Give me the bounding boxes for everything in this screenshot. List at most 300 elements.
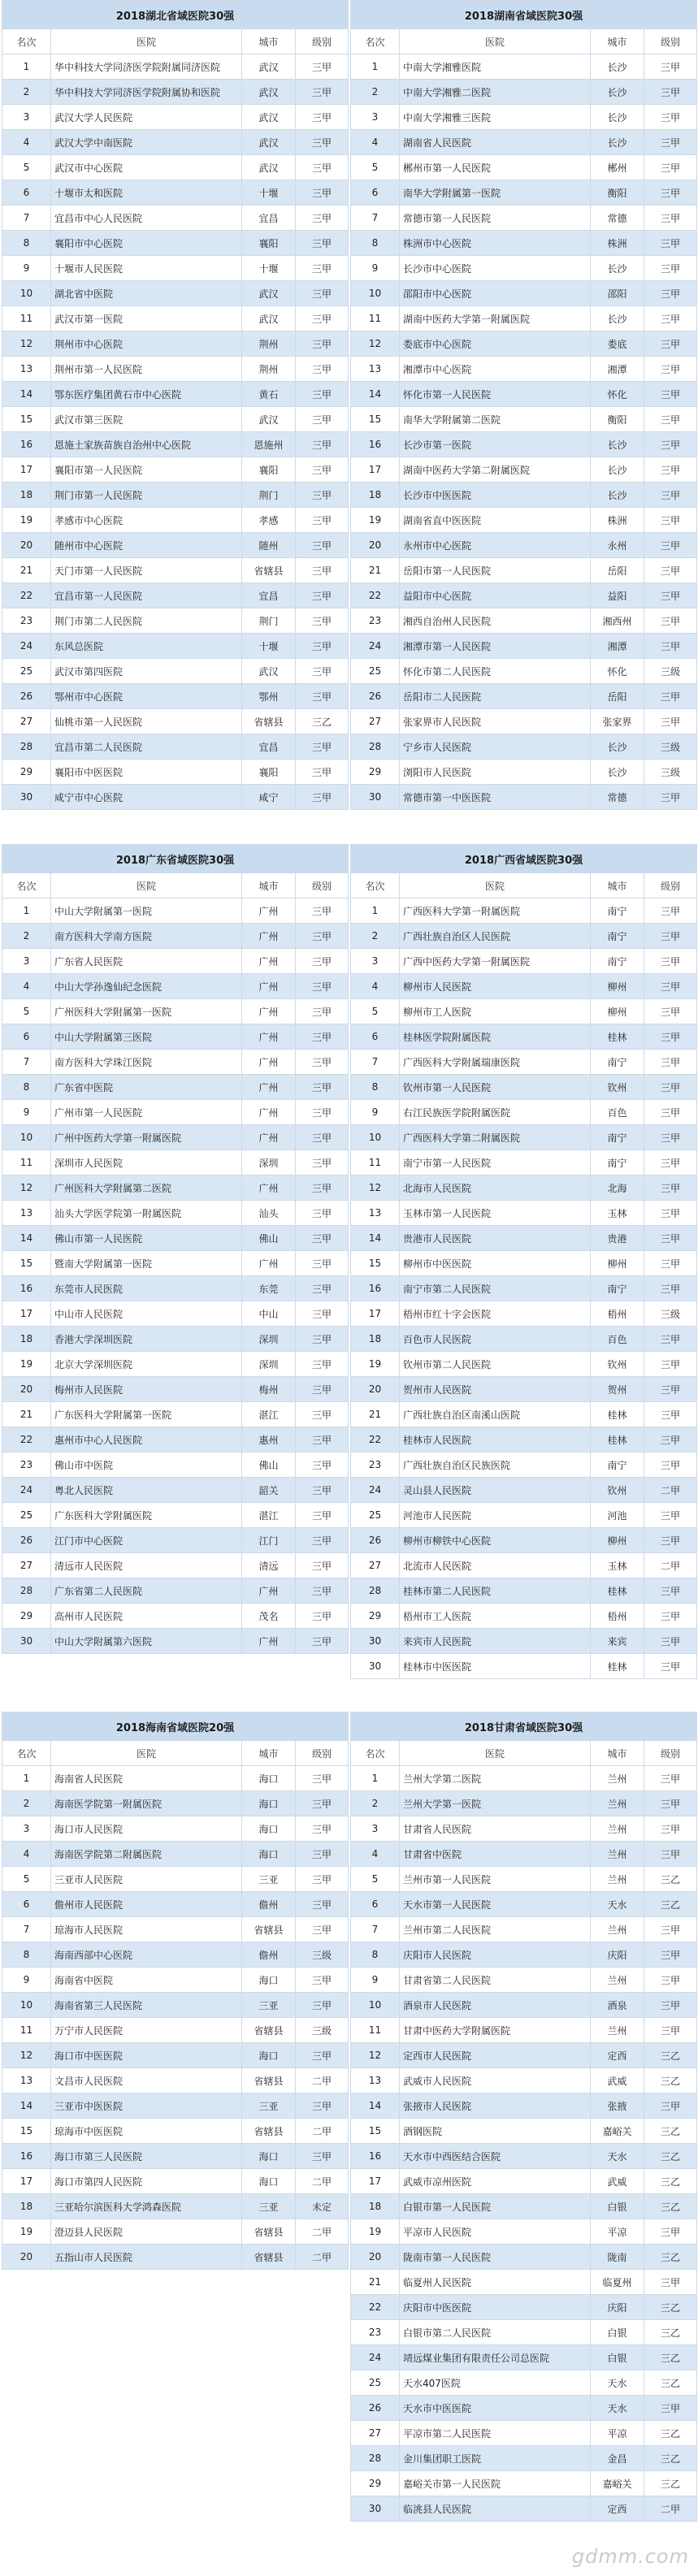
city-cell: 随州	[242, 533, 296, 558]
header-hospital: 医院	[400, 873, 591, 898]
rank-cell: 25	[351, 1503, 400, 1528]
hospital-name: 柳州市人民医院	[400, 974, 591, 999]
level-cell: 三级	[296, 1942, 349, 1968]
rank-cell: 18	[351, 1327, 400, 1352]
hospital-name: 株洲市中心医院	[400, 231, 591, 256]
table-row	[351, 2119, 697, 2144]
rank-cell: 30	[351, 2496, 400, 2522]
level-cell: 三甲	[644, 2018, 697, 2043]
table-row	[2, 2144, 349, 2169]
rank-cell: 4	[2, 974, 51, 999]
hospital-name: 灵山县人民医院	[400, 1478, 591, 1503]
rank-cell: 28	[351, 1578, 400, 1604]
city-cell: 长沙	[591, 432, 644, 457]
hospital-name: 湖北省中医院	[51, 281, 242, 306]
rank-cell: 11	[2, 306, 51, 331]
rank-cell: 22	[2, 583, 51, 608]
rank-cell: 19	[351, 2219, 400, 2245]
rank-cell: 7	[351, 1050, 400, 1075]
table-row	[351, 2068, 697, 2093]
table-row	[351, 1301, 697, 1327]
hospital-name: 海口市第四人民医院	[51, 2169, 242, 2194]
hospital-name: 湖南省直中医医院	[400, 508, 591, 533]
rank-cell: 13	[2, 1201, 51, 1226]
rank-cell: 27	[2, 1553, 51, 1578]
table-row	[2, 1075, 349, 1100]
table-row	[351, 734, 697, 760]
level-cell: 三甲	[644, 1251, 697, 1276]
rank-cell: 17	[351, 1301, 400, 1327]
city-cell: 鄂州	[242, 684, 296, 709]
table-row	[351, 2093, 697, 2119]
hospital-name: 湖南中医药大学第一附属医院	[400, 306, 591, 331]
city-cell: 广州	[242, 1100, 296, 1125]
city-cell: 嘉峪关	[591, 2119, 644, 2144]
rank-cell: 26	[351, 2396, 400, 2421]
hospital-name: 钦州市第二人民医院	[400, 1352, 591, 1377]
hospital-name: 娄底市中心医院	[400, 331, 591, 357]
rank-cell: 11	[2, 1150, 51, 1175]
city-cell: 荆门	[242, 608, 296, 634]
level-cell: 三乙	[644, 2043, 697, 2068]
table-row	[2, 533, 349, 558]
level-cell: 三甲	[296, 331, 349, 357]
hospital-name: 广东医科大学附属医院	[51, 1503, 242, 1528]
rank-cell: 4	[351, 974, 400, 999]
rank-cell: 14	[2, 2093, 51, 2119]
table-row	[2, 2043, 349, 2068]
rank-cell: 16	[351, 2144, 400, 2169]
level-cell: 三甲	[644, 1402, 697, 1427]
rank-cell: 24	[2, 634, 51, 659]
rank-cell: 2	[351, 1791, 400, 1816]
level-cell: 三甲	[296, 2043, 349, 2068]
city-cell: 南宁	[591, 898, 644, 924]
city-cell: 武汉	[242, 80, 296, 105]
rank-cell: 1	[351, 54, 400, 80]
table-row	[2, 1942, 349, 1968]
table-row	[351, 130, 697, 155]
header-rank: 名次	[351, 29, 400, 54]
city-cell: 广州	[242, 898, 296, 924]
hospital-name: 嘉峪关市第一人民医院	[400, 2471, 591, 2496]
city-cell: 十堰	[242, 180, 296, 206]
hospital-name: 广西中医药大学第一附属医院	[400, 949, 591, 974]
level-cell: 三甲	[296, 1766, 349, 1791]
table-row	[351, 2270, 697, 2295]
table-row	[351, 483, 697, 508]
table-row	[351, 2370, 697, 2396]
rank-cell: 23	[351, 2320, 400, 2345]
rank-cell: 9	[2, 1100, 51, 1125]
level-cell: 三甲	[644, 432, 697, 457]
table-row	[2, 659, 349, 684]
level-cell: 三乙	[644, 2295, 697, 2320]
table-row	[351, 1942, 697, 1968]
level-cell: 三甲	[296, 1553, 349, 1578]
table-row	[2, 231, 349, 256]
rank-cell: 21	[2, 1402, 51, 1427]
hospital-name: 文昌市人民医院	[51, 2068, 242, 2093]
table-row	[2, 634, 349, 659]
rank-cell: 22	[351, 1427, 400, 1453]
city-cell: 兰州	[591, 1917, 644, 1942]
level-cell: 三甲	[644, 231, 697, 256]
rank-cell: 29	[351, 2471, 400, 2496]
table-row	[2, 583, 349, 608]
city-cell: 广州	[242, 974, 296, 999]
hospital-name: 佛山市中医院	[51, 1453, 242, 1478]
hospital-name: 襄阳市中医医院	[51, 760, 242, 785]
rank-cell: 15	[2, 1251, 51, 1276]
level-cell: 三甲	[296, 1276, 349, 1301]
hospital-name: 南方医科大学南方医院	[51, 924, 242, 949]
city-cell: 庆阳	[591, 1942, 644, 1968]
city-cell: 武汉	[242, 306, 296, 331]
rank-cell: 23	[2, 1453, 51, 1478]
rank-cell: 18	[351, 2194, 400, 2219]
city-cell: 长沙	[591, 105, 644, 130]
table-row	[351, 1993, 697, 2018]
level-cell: 三甲	[296, 684, 349, 709]
hospital-name: 武汉市第四医院	[51, 659, 242, 684]
hospital-name: 海南医学院第一附属医院	[51, 1791, 242, 1816]
level-cell: 三甲	[296, 1377, 349, 1402]
level-cell: 三甲	[296, 1816, 349, 1842]
rank-cell: 12	[351, 2043, 400, 2068]
rank-cell: 30	[351, 1629, 400, 1654]
header-hospital: 医院	[51, 29, 242, 54]
level-cell: 三甲	[644, 457, 697, 483]
city-cell: 武汉	[242, 105, 296, 130]
level-cell: 三甲	[296, 1528, 349, 1553]
ranking-table	[350, 1712, 697, 2522]
table-row	[351, 2194, 697, 2219]
level-cell: 三甲	[296, 457, 349, 483]
table-row	[2, 206, 349, 231]
table-row	[2, 734, 349, 760]
level-cell: 二甲	[296, 2068, 349, 2093]
table-row	[351, 1226, 697, 1251]
table-title: 2018湖南省域医院30强	[351, 1, 697, 29]
city-cell: 南宁	[591, 1050, 644, 1075]
hospital-name: 华中科技大学同济医学院附属同济医院	[51, 54, 242, 80]
table-row	[351, 1175, 697, 1201]
rank-cell: 13	[2, 2068, 51, 2093]
city-cell: 临夏州	[591, 2270, 644, 2295]
table-row	[2, 105, 349, 130]
hospital-name: 中南大学湘雅三医院	[400, 105, 591, 130]
rank-cell: 24	[351, 2345, 400, 2370]
table-row	[351, 533, 697, 558]
hospital-name: 孝感市中心医院	[51, 508, 242, 533]
level-cell: 三甲	[296, 180, 349, 206]
hospital-name: 甘肃省人民医院	[400, 1816, 591, 1842]
city-cell: 钦州	[591, 1075, 644, 1100]
city-cell: 天水	[591, 1892, 644, 1917]
hospital-name: 海口市第三人民医院	[51, 2144, 242, 2169]
header-level: 级别	[296, 29, 349, 54]
city-cell: 省辖县	[242, 2068, 296, 2093]
hospital-name: 广州市第一人民医院	[51, 1100, 242, 1125]
hospital-name: 梅州市人民医院	[51, 1377, 242, 1402]
level-cell: 三甲	[296, 949, 349, 974]
hospital-name: 高州市人民医院	[51, 1604, 242, 1629]
level-cell: 三甲	[296, 1867, 349, 1892]
level-cell: 三甲	[644, 949, 697, 974]
rank-cell: 20	[2, 2245, 51, 2270]
level-cell: 三甲	[296, 898, 349, 924]
rank-cell: 19	[2, 508, 51, 533]
level-cell: 三甲	[644, 608, 697, 634]
city-cell: 兰州	[591, 1791, 644, 1816]
rank-cell: 15	[351, 1251, 400, 1276]
header-level: 级别	[644, 1741, 697, 1766]
hospital-name: 永州市中心医院	[400, 533, 591, 558]
city-cell: 咸宁	[242, 785, 296, 810]
table-row	[351, 1766, 697, 1791]
table-row	[2, 1503, 349, 1528]
table-row	[2, 432, 349, 457]
rank-cell: 15	[2, 2119, 51, 2144]
hospital-name: 南宁市第二人民医院	[400, 1276, 591, 1301]
city-cell: 怀化	[591, 382, 644, 407]
city-cell: 东莞	[242, 1276, 296, 1301]
city-cell: 梧州	[591, 1301, 644, 1327]
city-cell: 梅州	[242, 1377, 296, 1402]
level-cell: 三甲	[296, 357, 349, 382]
city-cell: 柳州	[591, 999, 644, 1024]
table-row	[2, 1578, 349, 1604]
hospital-name: 宁乡市人民医院	[400, 734, 591, 760]
level-cell: 三乙	[644, 2471, 697, 2496]
level-cell: 三甲	[644, 898, 697, 924]
table-row	[351, 155, 697, 180]
hospital-name: 钦州市第一人民医院	[400, 1075, 591, 1100]
hospital-name: 湘潭市第一人民医院	[400, 634, 591, 659]
city-cell: 襄阳	[242, 760, 296, 785]
hospital-name: 平凉市第二人民医院	[400, 2421, 591, 2446]
city-cell: 百色	[591, 1100, 644, 1125]
city-cell: 海口	[242, 1766, 296, 1791]
level-cell: 二甲	[296, 2119, 349, 2144]
city-cell: 岳阳	[591, 558, 644, 583]
rank-cell: 2	[2, 1791, 51, 1816]
level-cell: 三甲	[296, 206, 349, 231]
hospital-name: 华中科技大学同济医学院附属协和医院	[51, 80, 242, 105]
hospital-name: 贺州市人民医院	[400, 1377, 591, 1402]
rank-cell: 19	[2, 1352, 51, 1377]
city-cell: 陇南	[591, 2245, 644, 2270]
city-cell: 衡阳	[591, 407, 644, 432]
rank-cell: 16	[351, 1276, 400, 1301]
level-cell: 三甲	[296, 1075, 349, 1100]
table-row	[2, 949, 349, 974]
level-cell: 三甲	[644, 1327, 697, 1352]
rank-cell: 16	[351, 432, 400, 457]
city-cell: 梧州	[591, 1604, 644, 1629]
table-row	[351, 281, 697, 306]
rank-cell: 15	[2, 407, 51, 432]
rank-cell: 2	[2, 80, 51, 105]
table-row	[2, 1528, 349, 1553]
level-cell: 三甲	[644, 130, 697, 155]
hospital-name: 兰州大学第二医院	[400, 1766, 591, 1791]
hospital-name: 海南省第三人民医院	[51, 1993, 242, 2018]
level-cell: 三甲	[296, 558, 349, 583]
level-cell: 三甲	[644, 331, 697, 357]
city-cell: 桂林	[591, 1578, 644, 1604]
city-cell: 桂林	[591, 1024, 644, 1050]
table-row	[2, 1892, 349, 1917]
hospital-name: 广西医科大学第一附属医院	[400, 898, 591, 924]
level-cell: 三甲	[296, 1453, 349, 1478]
hospital-name: 邵阳市中心医院	[400, 281, 591, 306]
table-row	[2, 785, 349, 810]
city-cell: 襄阳	[242, 231, 296, 256]
level-cell: 三乙	[296, 709, 349, 734]
city-cell: 襄阳	[242, 457, 296, 483]
table-row	[351, 331, 697, 357]
city-cell: 长沙	[591, 483, 644, 508]
rank-cell: 4	[2, 130, 51, 155]
header-hospital: 医院	[51, 1741, 242, 1766]
city-cell: 深圳	[242, 1150, 296, 1175]
table-row	[2, 2194, 349, 2219]
city-cell: 儋州	[242, 1942, 296, 1968]
table-row	[2, 1816, 349, 1842]
level-cell: 三甲	[296, 155, 349, 180]
rank-cell: 17	[2, 457, 51, 483]
rank-cell: 8	[351, 231, 400, 256]
table-row	[2, 2068, 349, 2093]
city-cell: 湛江	[242, 1402, 296, 1427]
table-row	[2, 1352, 349, 1377]
city-cell: 张家界	[591, 709, 644, 734]
city-cell: 兰州	[591, 1816, 644, 1842]
level-cell: 三甲	[644, 558, 697, 583]
level-cell: 三甲	[644, 1528, 697, 1553]
table-row	[351, 2396, 697, 2421]
level-cell: 三甲	[296, 1604, 349, 1629]
ranking-table	[2, 844, 349, 1654]
rank-cell: 3	[351, 949, 400, 974]
level-cell: 三甲	[644, 1968, 697, 1993]
header-level: 级别	[296, 1741, 349, 1766]
rank-cell: 1	[2, 54, 51, 80]
hospital-name: 柳州市柳铁中心医院	[400, 1528, 591, 1553]
hospital-name: 桂林市中医医院	[400, 1654, 591, 1679]
hospital-name: 东风总医院	[51, 634, 242, 659]
table-row	[2, 1629, 349, 1654]
level-cell: 三甲	[296, 130, 349, 155]
hospital-name: 临夏州人民医院	[400, 2270, 591, 2295]
table-row	[2, 2169, 349, 2194]
rank-cell: 17	[2, 1301, 51, 1327]
table-row	[351, 1553, 697, 1578]
table-row	[351, 1024, 697, 1050]
table-row	[2, 1766, 349, 1791]
city-cell: 武威	[591, 2169, 644, 2194]
header-level: 级别	[296, 873, 349, 898]
rank-cell: 15	[351, 407, 400, 432]
rank-cell: 5	[351, 155, 400, 180]
city-cell: 武汉	[242, 659, 296, 684]
table-row	[2, 1993, 349, 2018]
rank-cell: 18	[2, 2194, 51, 2219]
city-cell: 省辖县	[242, 2245, 296, 2270]
city-cell: 韶关	[242, 1478, 296, 1503]
rank-cell: 11	[351, 306, 400, 331]
level-cell: 三甲	[644, 281, 697, 306]
level-cell: 三甲	[644, 2219, 697, 2245]
level-cell: 三甲	[296, 785, 349, 810]
city-cell: 省辖县	[242, 558, 296, 583]
city-cell: 江门	[242, 1528, 296, 1553]
table-row	[351, 785, 697, 810]
level-cell: 三甲	[296, 432, 349, 457]
hospital-name: 广东省人民医院	[51, 949, 242, 974]
table-row	[351, 2320, 697, 2345]
table-row	[2, 180, 349, 206]
header-city: 城市	[242, 1741, 296, 1766]
level-cell: 三甲	[644, 1125, 697, 1150]
city-cell: 广州	[242, 1251, 296, 1276]
table-row	[351, 949, 697, 974]
table-row	[351, 709, 697, 734]
level-cell: 三级	[644, 659, 697, 684]
hospital-name: 甘肃省第二人民医院	[400, 1968, 591, 1993]
city-cell: 海口	[242, 1816, 296, 1842]
table-row	[351, 1327, 697, 1352]
table-row	[351, 1791, 697, 1816]
table-row	[351, 583, 697, 608]
level-cell: 三甲	[644, 1766, 697, 1791]
hospital-name: 粤北人民医院	[51, 1478, 242, 1503]
hospital-name: 天水407医院	[400, 2370, 591, 2396]
hospital-name: 汕头大学医学院第一附属医院	[51, 1201, 242, 1226]
level-cell: 三甲	[644, 1453, 697, 1478]
city-cell: 海口	[242, 2144, 296, 2169]
level-cell: 三甲	[296, 608, 349, 634]
level-cell: 三甲	[296, 1892, 349, 1917]
level-cell: 三甲	[644, 974, 697, 999]
level-cell: 三甲	[296, 1201, 349, 1226]
level-cell: 三甲	[644, 1175, 697, 1201]
hospital-name: 三亚哈尔滨医科大学鸿森医院	[51, 2194, 242, 2219]
table-row	[2, 1100, 349, 1125]
level-cell: 三甲	[296, 1503, 349, 1528]
hospital-name: 琼海市人民医院	[51, 1917, 242, 1942]
rank-cell: 9	[2, 256, 51, 281]
hospital-name: 平凉市人民医院	[400, 2219, 591, 2245]
hospital-name: 来宾市人民医院	[400, 1629, 591, 1654]
hospital-name: 甘肃省中医院	[400, 1842, 591, 1867]
hospital-name: 南华大学附属第一医院	[400, 180, 591, 206]
header-level: 级别	[644, 873, 697, 898]
rank-cell: 10	[351, 281, 400, 306]
level-cell: 三甲	[296, 1251, 349, 1276]
hospital-name: 兰州市第二人民医院	[400, 1917, 591, 1942]
city-cell: 酒泉	[591, 1993, 644, 2018]
rank-cell: 3	[2, 105, 51, 130]
table-row	[351, 1075, 697, 1100]
city-cell: 广州	[242, 924, 296, 949]
table-row	[351, 1578, 697, 1604]
table-row	[351, 1402, 697, 1427]
city-cell: 张掖	[591, 2093, 644, 2119]
table-row	[351, 924, 697, 949]
